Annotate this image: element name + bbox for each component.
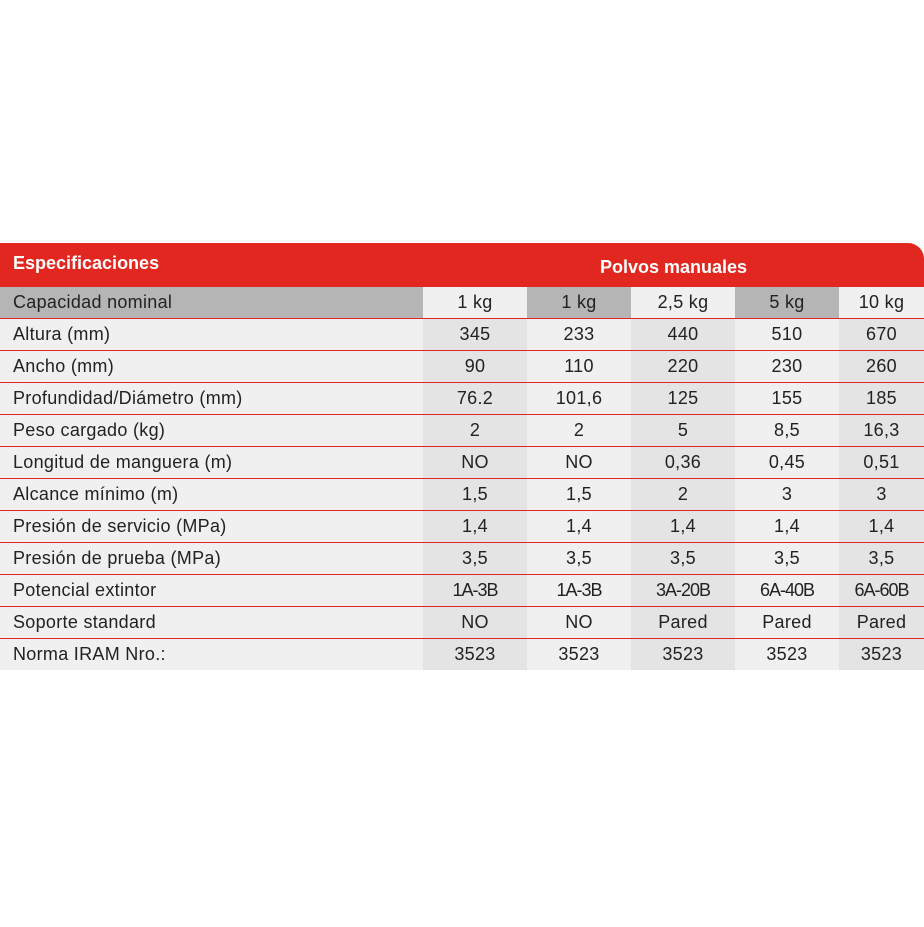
row-label: Altura (mm) bbox=[0, 319, 423, 350]
value-cell: 0,51 bbox=[839, 447, 924, 478]
value-cell: 6A-60B bbox=[839, 575, 924, 606]
table-body bbox=[0, 287, 924, 670]
row-label: Presión de prueba (MPa) bbox=[0, 543, 423, 574]
value-cell: 233 bbox=[527, 319, 631, 350]
value-cell: 1 kg bbox=[423, 287, 527, 318]
value-cell: 76.2 bbox=[423, 383, 527, 414]
value-cell: 3 bbox=[839, 479, 924, 510]
value-cell: 670 bbox=[839, 319, 924, 350]
value-cell: 16,3 bbox=[839, 415, 924, 446]
table-row bbox=[0, 287, 924, 319]
value-cell: 1,5 bbox=[423, 479, 527, 510]
value-cell: 345 bbox=[423, 319, 527, 350]
table-row bbox=[0, 607, 924, 639]
value-cell: 2 bbox=[423, 415, 527, 446]
value-cell: 510 bbox=[735, 319, 839, 350]
value-cell: 3523 bbox=[631, 639, 735, 670]
value-cell: 101,6 bbox=[527, 383, 631, 414]
value-cell: NO bbox=[527, 607, 631, 638]
value-cell: 2,5 kg bbox=[631, 287, 735, 318]
specifications-heading: Especificaciones bbox=[13, 253, 160, 273]
product-group-heading: Polvos manuales bbox=[599, 257, 748, 277]
table-row bbox=[0, 543, 924, 575]
value-cell: 230 bbox=[735, 351, 839, 382]
value-cell: 440 bbox=[631, 319, 735, 350]
value-cell: 5 kg bbox=[735, 287, 839, 318]
value-cell: 0,36 bbox=[631, 447, 735, 478]
value-cell: NO bbox=[527, 447, 631, 478]
value-cell: 3A-20B bbox=[631, 575, 735, 606]
value-cell: 3 bbox=[735, 479, 839, 510]
value-cell: NO bbox=[423, 447, 527, 478]
value-cell: 260 bbox=[839, 351, 924, 382]
row-label: Profundidad/Diámetro (mm) bbox=[0, 383, 423, 414]
row-label: Potencial extintor bbox=[0, 575, 423, 606]
table-row bbox=[0, 575, 924, 607]
table-row bbox=[0, 447, 924, 479]
value-cell: 1A-3B bbox=[527, 575, 631, 606]
value-cell: 2 bbox=[631, 479, 735, 510]
value-cell: 3,5 bbox=[423, 543, 527, 574]
value-cell: 1,4 bbox=[631, 511, 735, 542]
value-cell: 5 bbox=[631, 415, 735, 446]
table-row bbox=[0, 511, 924, 543]
value-cell: 3523 bbox=[423, 639, 527, 670]
value-cell: 6A-40B bbox=[735, 575, 839, 606]
value-cell: 3,5 bbox=[839, 543, 924, 574]
row-label: Soporte standard bbox=[0, 607, 423, 638]
row-label: Longitud de manguera (m) bbox=[0, 447, 423, 478]
value-cell: 1A-3B bbox=[423, 575, 527, 606]
value-cell: 220 bbox=[631, 351, 735, 382]
value-cell: 110 bbox=[527, 351, 631, 382]
value-cell: Pared bbox=[839, 607, 924, 638]
row-label: Peso cargado (kg) bbox=[0, 415, 423, 446]
table-row bbox=[0, 383, 924, 415]
value-cell: 1,5 bbox=[527, 479, 631, 510]
value-cell: 1,4 bbox=[527, 511, 631, 542]
row-label: Capacidad nominal bbox=[0, 287, 423, 318]
value-cell: 3,5 bbox=[631, 543, 735, 574]
row-label: Norma IRAM Nro.: bbox=[0, 639, 423, 670]
value-cell: Pared bbox=[735, 607, 839, 638]
value-cell: 0,45 bbox=[735, 447, 839, 478]
table-row bbox=[0, 479, 924, 511]
table-row bbox=[0, 351, 924, 383]
row-label: Presión de servicio (MPa) bbox=[0, 511, 423, 542]
value-cell: Pared bbox=[631, 607, 735, 638]
value-cell: 10 kg bbox=[839, 287, 924, 318]
value-cell: 1,4 bbox=[839, 511, 924, 542]
value-cell: 1,4 bbox=[423, 511, 527, 542]
value-cell: 3523 bbox=[735, 639, 839, 670]
table-header-bar bbox=[0, 243, 924, 287]
table-row bbox=[0, 415, 924, 447]
table-row bbox=[0, 639, 924, 670]
value-cell: 8,5 bbox=[735, 415, 839, 446]
row-label: Alcance mínimo (m) bbox=[0, 479, 423, 510]
value-cell: 3523 bbox=[527, 639, 631, 670]
specifications-table bbox=[0, 243, 924, 670]
row-label: Ancho (mm) bbox=[0, 351, 423, 382]
value-cell: 1,4 bbox=[735, 511, 839, 542]
value-cell: 185 bbox=[839, 383, 924, 414]
value-cell: 90 bbox=[423, 351, 527, 382]
table-row bbox=[0, 319, 924, 351]
value-cell: 1 kg bbox=[527, 287, 631, 318]
value-cell: 125 bbox=[631, 383, 735, 414]
value-cell: 3,5 bbox=[735, 543, 839, 574]
value-cell: NO bbox=[423, 607, 527, 638]
value-cell: 2 bbox=[527, 415, 631, 446]
value-cell: 3,5 bbox=[527, 543, 631, 574]
value-cell: 3523 bbox=[839, 639, 924, 670]
value-cell: 155 bbox=[735, 383, 839, 414]
